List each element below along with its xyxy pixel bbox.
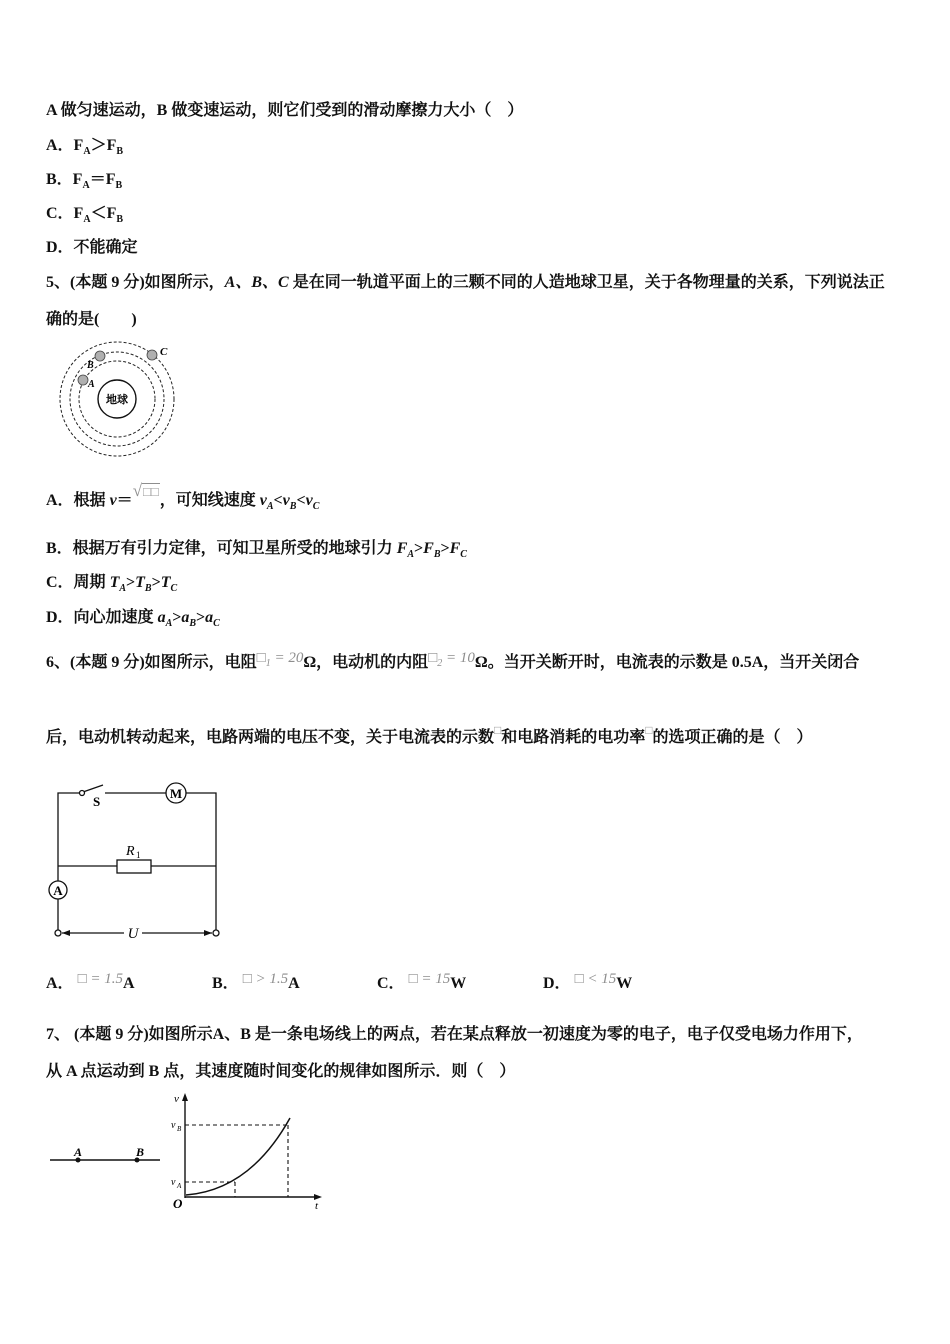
option-text: B．F	[46, 171, 83, 188]
formula-value: = 10	[442, 650, 475, 666]
operator: >	[440, 540, 450, 557]
option-label: B．	[212, 975, 239, 992]
formula-placeholder: □	[494, 723, 502, 737]
stem-text: 5、(本题 9 分)如图所示，	[46, 274, 225, 291]
option-label: D．	[543, 975, 571, 992]
earth-label: 地球	[106, 394, 128, 406]
var: F	[396, 540, 408, 557]
subscript: A	[266, 501, 274, 512]
option-formula: □ < 15	[574, 971, 617, 987]
subscript: A	[83, 146, 91, 157]
arrowhead-left	[62, 930, 70, 936]
subscript: B	[116, 146, 124, 157]
var: a	[157, 609, 166, 626]
q6-stem-line1	[46, 650, 860, 675]
subscript: A	[119, 583, 127, 594]
arrowhead-right	[204, 930, 212, 936]
q6-option-c	[377, 971, 467, 994]
subscript: C	[460, 549, 467, 560]
option-formula: □ = 1.5	[77, 971, 123, 987]
q5-option-d	[46, 608, 220, 630]
q4-stem: A 做匀速运动，B 做变速运动，则它们受到的滑动摩擦力大小（ ）	[46, 102, 524, 119]
var: F	[449, 540, 461, 557]
option-text: D．向心加速度	[46, 609, 158, 626]
wire-left-top	[58, 793, 80, 881]
velocity-time-graph	[165, 1090, 330, 1215]
q5-stem-line2: 确的是( )	[46, 311, 137, 328]
q6-stem-line2	[46, 723, 813, 748]
va-label-subscript: A	[177, 1182, 182, 1190]
formula-subscript: 2	[437, 658, 443, 669]
option-unit: W	[450, 975, 467, 992]
satellite-orbit-figure	[50, 335, 190, 460]
t-axis-label: t	[315, 1200, 319, 1212]
option-text: ＝F	[89, 171, 116, 188]
stem-text: 后，电动机转动起来，电路两端的电压不变，关于电流表的示数	[46, 729, 495, 746]
v-axis-label: v	[174, 1093, 179, 1105]
operator: >	[414, 540, 424, 557]
option-text: A．F	[46, 137, 84, 154]
field-line-figure	[45, 1140, 165, 1170]
circuit-diagram	[40, 775, 225, 945]
v-axis-arrow	[182, 1093, 188, 1101]
q4-option-a	[46, 136, 123, 158]
var: F	[423, 540, 434, 557]
stem-text: 是在同一轨道平面上的三颗不同的人造地球卫星，关于各物理量的关系，下列说法正	[288, 274, 885, 291]
var: v	[305, 492, 313, 509]
option-unit: A	[288, 975, 300, 992]
option-formula: □ > 1.5	[242, 971, 289, 987]
vb-label-subscript: B	[177, 1125, 182, 1133]
formula-placeholder: □	[428, 650, 438, 666]
subscript: B	[144, 583, 152, 594]
q4-option-c	[46, 204, 123, 226]
resistor-label-subscript: 1	[136, 850, 141, 860]
option-text: A．根据	[46, 492, 110, 509]
subscript: B	[115, 180, 123, 191]
point-a-label: A	[73, 1145, 83, 1159]
option-unit: A	[123, 975, 135, 992]
subscript: C	[170, 583, 178, 594]
operator: >	[126, 574, 136, 591]
satellite-b	[95, 351, 105, 361]
vb-label: v	[171, 1120, 176, 1131]
operator: <	[273, 492, 283, 509]
subscript: A	[165, 618, 173, 629]
formula-value: = 20	[270, 650, 304, 666]
stem-text: 6、(本题 9 分)如图所示，电阻	[46, 654, 257, 671]
voltage-label: U	[127, 926, 139, 942]
option-formula: □ = 15	[408, 971, 451, 987]
operator: <	[296, 492, 306, 509]
subscript: C	[312, 501, 320, 512]
option-text: ＜F	[90, 205, 117, 222]
subscript: A	[407, 549, 415, 560]
option-label: A．	[46, 975, 74, 992]
option-unit: W	[616, 975, 633, 992]
resistor-label: R	[126, 844, 135, 859]
formula-subscript: 1	[265, 658, 271, 669]
stem-text: Ω。当开关断开时，电流表的示数是 0.5A，当开关闭合	[474, 654, 860, 671]
var: T	[135, 574, 145, 591]
stem-text: 和电路消耗的电功率	[501, 729, 646, 746]
option-text: B．根据万有引力定律，可知卫星所受的地球引力	[46, 540, 397, 557]
var: T	[160, 574, 171, 591]
q7-stem-line2: 从 A 点运动到 B 点，其速度随时间变化的规律如图所示．则（ ）	[46, 1063, 516, 1080]
option-text: ＝	[116, 492, 133, 509]
switch-pivot	[80, 791, 85, 796]
q4-option-d: D．不能确定	[46, 239, 138, 256]
subscript: C	[213, 618, 220, 629]
satellite-a	[78, 375, 88, 385]
q5-option-c	[46, 573, 177, 595]
var: T	[109, 574, 120, 591]
switch-lever	[83, 785, 103, 792]
point-b-label: B	[135, 1145, 145, 1159]
ammeter-label: A	[53, 883, 63, 898]
var: v	[109, 492, 117, 509]
terminal-left	[55, 930, 61, 936]
satellite-c	[147, 350, 157, 360]
q6-option-a	[46, 971, 135, 994]
switch-label: S	[93, 794, 101, 809]
origin-label: O	[173, 1196, 183, 1211]
resistor	[117, 860, 151, 873]
subscript: A	[83, 214, 91, 225]
option-text: C．周期	[46, 574, 110, 591]
q4-option-b	[46, 170, 122, 192]
subscript: B	[289, 501, 297, 512]
terminal-right	[213, 930, 219, 936]
option-text: ＞F	[90, 137, 117, 154]
var: v	[282, 492, 290, 509]
sqrt-symbol: √	[132, 481, 143, 500]
operator: >	[151, 574, 161, 591]
subscript: B	[189, 618, 197, 629]
option-text: C．F	[46, 205, 84, 222]
satellite-c-label: C	[160, 346, 168, 358]
operator: >	[196, 609, 206, 626]
q6-option-d	[543, 971, 633, 994]
subscript: B	[433, 549, 441, 560]
satellite-names: A、B、C	[224, 274, 289, 291]
va-label: v	[171, 1177, 176, 1188]
satellite-b-label: B	[87, 360, 94, 371]
formula-placeholder: □	[256, 650, 266, 666]
subscript: A	[82, 180, 90, 191]
q5-option-a	[46, 481, 320, 513]
sqrt-radicand: □□	[143, 484, 159, 499]
operator: >	[172, 609, 182, 626]
q7-stem-line1: 7、 (本题 9 分)如图所示A、B 是一条电场线上的两点，若在某点释放一初速度为零的电子，电子仅受电场力作用下，	[46, 1026, 863, 1043]
var: a	[181, 609, 190, 626]
stem-text: 的选项正确的是（ ）	[652, 729, 813, 746]
option-text: ，可知线速度	[159, 492, 260, 509]
var: v	[259, 492, 267, 509]
q5-stem-line1	[46, 273, 885, 293]
option-label: C．	[377, 975, 405, 992]
q5-option-b	[46, 539, 467, 561]
subscript: B	[116, 214, 124, 225]
formula-placeholder: □	[645, 723, 653, 737]
var: a	[205, 609, 214, 626]
q6-option-b	[212, 971, 300, 994]
velocity-curve	[186, 1118, 290, 1195]
motor-label: M	[169, 786, 183, 801]
stem-text: Ω，电动机的内阻	[303, 654, 429, 671]
satellite-a-label: A	[88, 379, 95, 390]
wire-right	[186, 793, 216, 930]
